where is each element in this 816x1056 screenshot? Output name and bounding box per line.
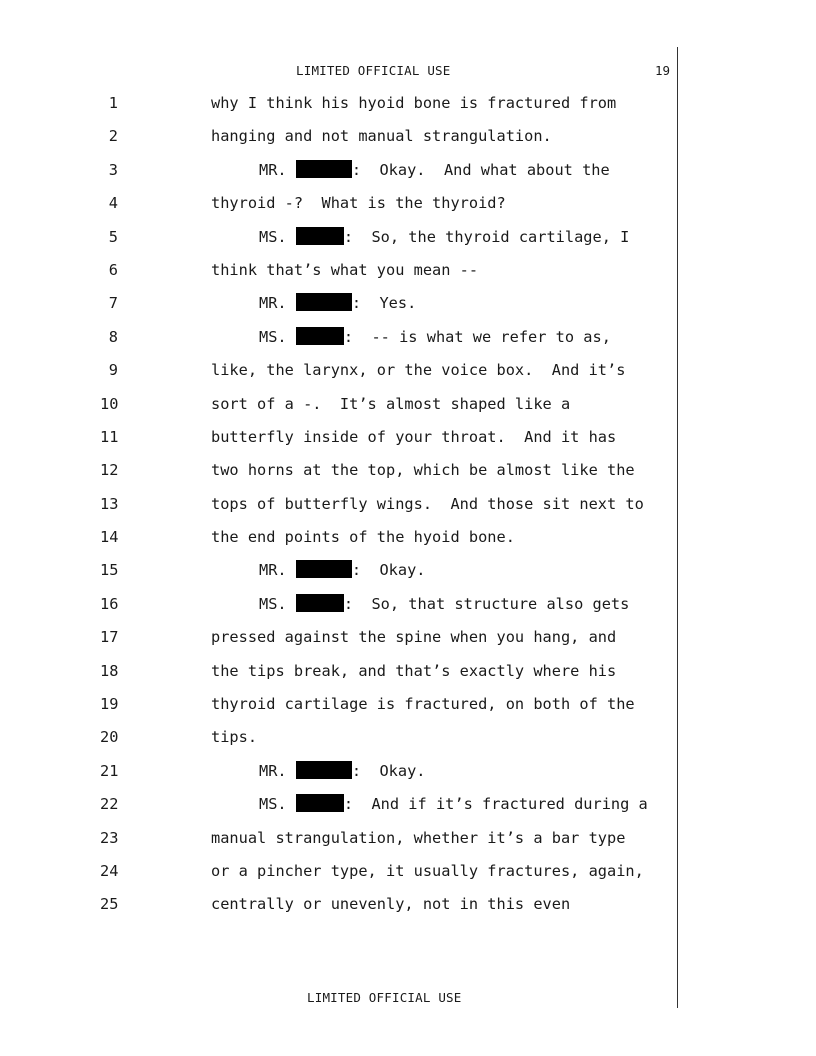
line-number: 12 <box>100 461 119 480</box>
line-content: pressed against the spine when you hang, and <box>211 628 617 647</box>
redaction-box <box>296 794 344 812</box>
speaker-prefix: MS. <box>259 227 296 246</box>
line-number: 3 <box>108 160 118 179</box>
line-number: 19 <box>100 695 119 714</box>
transcript-line <box>0 327 677 360</box>
transcript-line <box>0 727 677 760</box>
line-text <box>211 260 478 280</box>
line-number: 7 <box>108 294 118 313</box>
transcript-line <box>0 126 677 159</box>
line-text <box>211 627 616 647</box>
transcript-line <box>0 761 677 794</box>
line-content: or a pincher type, it usually fractures, again, <box>211 861 644 880</box>
transcript-line <box>0 394 677 427</box>
transcript-line <box>0 227 677 260</box>
line-text <box>211 360 625 380</box>
line-content: : Okay. <box>351 761 426 780</box>
speaker-prefix: MR. <box>259 561 296 580</box>
line-content: : Yes. <box>351 294 417 313</box>
line-text <box>211 527 515 547</box>
transcript-line <box>0 93 677 126</box>
speaker-prefix: MR. <box>259 761 296 780</box>
line-text <box>211 694 635 714</box>
transcript-line <box>0 494 677 527</box>
line-content: hanging and not manual strangulation. <box>211 127 552 146</box>
transcript-line <box>0 661 677 694</box>
line-text <box>211 727 257 747</box>
line-number: 15 <box>100 561 119 580</box>
line-text <box>211 126 552 146</box>
line-content: butterfly inside of your throat. And it has <box>211 427 617 446</box>
line-number: 14 <box>100 528 119 547</box>
transcript-line <box>0 828 677 861</box>
redaction-box <box>296 761 352 779</box>
line-number: 5 <box>108 227 118 246</box>
line-number: 25 <box>100 895 119 914</box>
transcript-line <box>0 360 677 393</box>
transcript-line <box>0 160 677 193</box>
transcript-line <box>0 794 677 827</box>
redaction-box <box>296 560 352 578</box>
transcript-line <box>0 594 677 627</box>
line-number: 1 <box>108 94 118 112</box>
transcript-lines <box>0 93 677 928</box>
transcript-line <box>0 894 677 927</box>
line-content: like, the larynx, or the voice box. And it’s <box>211 361 626 380</box>
line-number: 24 <box>100 861 119 880</box>
line-text <box>259 594 629 614</box>
transcript-line <box>0 193 677 226</box>
line-text <box>259 293 416 313</box>
line-text <box>211 460 635 480</box>
line-content: tips. <box>211 728 258 747</box>
speaker-prefix: MS. <box>259 594 296 613</box>
line-number: 21 <box>100 761 119 780</box>
page-footer: LIMITED OFFICIAL USE <box>307 990 462 1005</box>
line-text <box>211 427 616 447</box>
line-text <box>259 761 426 781</box>
transcript-line <box>0 427 677 460</box>
speaker-prefix: MS. <box>259 327 296 346</box>
line-content: think that’s what you mean -- <box>211 260 479 279</box>
line-number: 8 <box>108 327 118 346</box>
right-margin-rule <box>677 47 678 1008</box>
line-number: 18 <box>100 661 119 680</box>
line-number: 4 <box>108 194 118 213</box>
speaker-prefix: MR. <box>259 160 296 179</box>
transcript-line <box>0 460 677 493</box>
transcript-line <box>0 694 677 727</box>
line-text <box>211 828 625 848</box>
line-number: 22 <box>100 795 119 814</box>
line-number: 16 <box>100 594 119 613</box>
transcript-line <box>0 527 677 560</box>
line-number: 2 <box>108 127 118 146</box>
line-content: : Okay. And what about the <box>351 160 610 179</box>
line-number: 23 <box>100 828 119 847</box>
line-content: sort of a -. It’s almost shaped like a <box>211 394 571 413</box>
line-text <box>211 894 570 914</box>
redaction-box <box>296 327 344 345</box>
redaction-box <box>296 160 352 178</box>
line-content: manual strangulation, whether it’s a bar type <box>211 828 626 847</box>
line-content: : And if it’s fractured during a <box>343 795 648 814</box>
transcript-line <box>0 627 677 660</box>
page-header: LIMITED OFFICIAL USE <box>296 63 451 78</box>
line-text <box>211 661 616 681</box>
transcript-line <box>0 560 677 593</box>
line-number: 20 <box>100 728 119 747</box>
line-text <box>211 861 644 881</box>
line-content: tops of butterfly wings. And those sit next to <box>211 494 644 513</box>
line-text <box>259 560 426 580</box>
line-content: : -- is what we refer to as, <box>343 327 611 346</box>
line-text <box>211 93 616 113</box>
line-text <box>211 394 570 414</box>
line-content: : So, the thyroid cartilage, I <box>343 227 630 246</box>
line-number: 13 <box>100 494 119 513</box>
line-content: the tips break, and that’s exactly where his <box>211 661 617 680</box>
line-content: thyroid cartilage is fractured, on both of the <box>211 695 635 714</box>
redaction-box <box>296 594 344 612</box>
line-text <box>259 327 611 347</box>
line-content: the end points of the hyoid bone. <box>211 528 515 547</box>
line-number: 17 <box>100 628 119 647</box>
line-content: thyroid -? What is the thyroid? <box>211 194 506 213</box>
line-number: 9 <box>108 361 118 380</box>
line-text <box>211 193 506 213</box>
page-number: 19 <box>655 63 671 78</box>
transcript-line <box>0 293 677 326</box>
line-content: : Okay. <box>351 561 426 580</box>
line-text <box>259 227 629 247</box>
line-number: 10 <box>100 394 119 413</box>
speaker-prefix: MS. <box>259 795 296 814</box>
line-text <box>211 494 644 514</box>
line-content: : So, that structure also gets <box>343 594 630 613</box>
speaker-prefix: MR. <box>259 294 296 313</box>
line-number: 11 <box>100 427 119 446</box>
line-content: centrally or unevenly, not in this even <box>211 895 571 914</box>
line-content: two horns at the top, which be almost like the <box>211 461 635 480</box>
line-content: why I think his hyoid bone is fractured from <box>211 94 617 112</box>
line-text <box>259 160 610 180</box>
redaction-box <box>296 293 352 311</box>
transcript-line <box>0 861 677 894</box>
transcript-line <box>0 260 677 293</box>
line-text <box>259 794 648 814</box>
redaction-box <box>296 227 344 245</box>
line-number: 6 <box>108 260 118 279</box>
